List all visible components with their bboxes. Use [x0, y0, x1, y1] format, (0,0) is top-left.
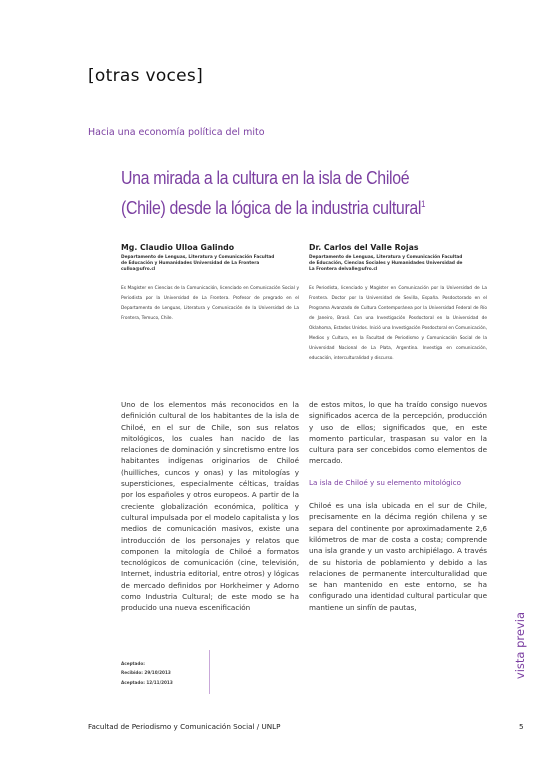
accepted-date: Aceptado: 12/11/2013: [121, 679, 173, 685]
body-paragraph: Uno de los elementos más reconocidos en la definición cultural de los habitantes de la isla de Chiloé, en el sur de Chile, son sus relatos mitológicos, los cuales han nacido de las relaciones de dominación y sincretismo entre los habitantes indígenas originarios de Chiloé (huilliches, cuncos y onas) y las mitologías y supersticiones, especialmente célticas, traídas por los españoles y otros europeos. A partir de la creciente globalización económica, política y cultural impulsada por el modelo capitalista y los medios de comunicación masivos, existe una introducción de los personajes y relatos que componen la mitología de Chiloé a formatos tecnológicos de comunicación (cine, televisión, Internet, industria editorial, entre otros) y lógicas de mercado definidos por Horkheimer y Adorno como Industria Cultural; de este modo se ha producido una nueva escenificación: [121, 400, 299, 613]
section-label: [otras voces]: [88, 66, 204, 86]
author-affiliation: Departamento de Lenguas, Literatura y Comunicación Facultad de Educación y Humanidades Universidad de La Frontera culloa@ufro.cl: [121, 255, 275, 273]
title-footnote-mark: 1: [421, 199, 426, 209]
meta-label: Aceptado:: [121, 661, 145, 666]
author-name: Dr. Carlos del Valle Rojas: [309, 243, 419, 252]
author-affiliation: Departamento de Lenguas, Literatura y Comunicación Facultad de Educación, Ciencias Sociales y Humanidades Universidad de La Frontera delvalle@ufro.cl: [309, 255, 463, 273]
author-name: Mg. Claudio Ulloa Galindo: [121, 243, 235, 252]
author-block-2: [309, 243, 487, 364]
page-footer: Facultad de Periodismo y Comunicación Social / UNLP: [88, 722, 281, 731]
meta-divider: [209, 650, 210, 694]
author-bio: Es Periodista, licenciado y Magíster en Comunicación por la Universidad de La Frontera. Doctor por la Universidad de Sevilla, España. Posdoctorado en el Programa Avanzado de Cultura Contemporánea por la Universidad Federal de Río de Janeiro, Brasil. Con una Investigación Posdoctoral en la Universidad de Oklahoma, Estados Unidos. Inició una Investigación Posdoctoral en Comunicación, Medios y Cultura, en la Facultad de Periodismo y Comunicación Social de la Universidad Nacional de La Plata, Argentina. Investiga en comunicación, educación, interculturalidad y discurso.: [309, 285, 487, 361]
article-dates: [121, 659, 173, 687]
body-paragraph: Chiloé es una isla ubicada en el sur de Chile, precisamente en la décima región chilena y se separa del continente por aproximadamente 2,6 kilómetros de mar de costa a costa; comprende una isla grande y un vasto archipiélago. A través de su historia de poblamiento y debido a las relaciones de permanente interculturalidad que se han mantenido en este entorno, se ha configurado una identidad cultural particular que mantiene un sinfín de pautas,: [309, 501, 487, 612]
body-column-left: [121, 399, 299, 614]
received-date: Recibido: 29/10/2013: [121, 670, 171, 676]
preview-side-text: vista previa: [513, 612, 527, 680]
series-title: Hacia una economía política del mito: [88, 127, 265, 138]
author-block-1: [121, 243, 299, 324]
article-title-text: Una mirada a la cultura en la isla de Chiloé (Chile) desde la lógica de la industria cultural: [121, 167, 422, 219]
body-paragraph: de estos mitos, lo que ha traído consigo nuevos significados acerca de la percepción, producción y uso de ellos; significados que, en este momento particular, traspasan su valor en la cultura para ser concebidos como elementos de mercado.: [309, 400, 487, 466]
author-bio: Es Magíster en Ciencias de la Comunicación, licenciado en Comunicación Social y Periodista por la Universidad de La Frontera. Profesor de pregrado en el Departamento de Lenguas, Literatura y Comunicación de la Universidad de La Frontera, Temuco, Chile.: [121, 285, 299, 321]
body-column-right: [309, 399, 487, 613]
section-subheading: La isla de Chiloé y su elemento mitológico: [309, 477, 462, 487]
preview-side-label: [513, 612, 529, 682]
page-number: 5: [519, 722, 524, 731]
article-title: [121, 165, 431, 221]
